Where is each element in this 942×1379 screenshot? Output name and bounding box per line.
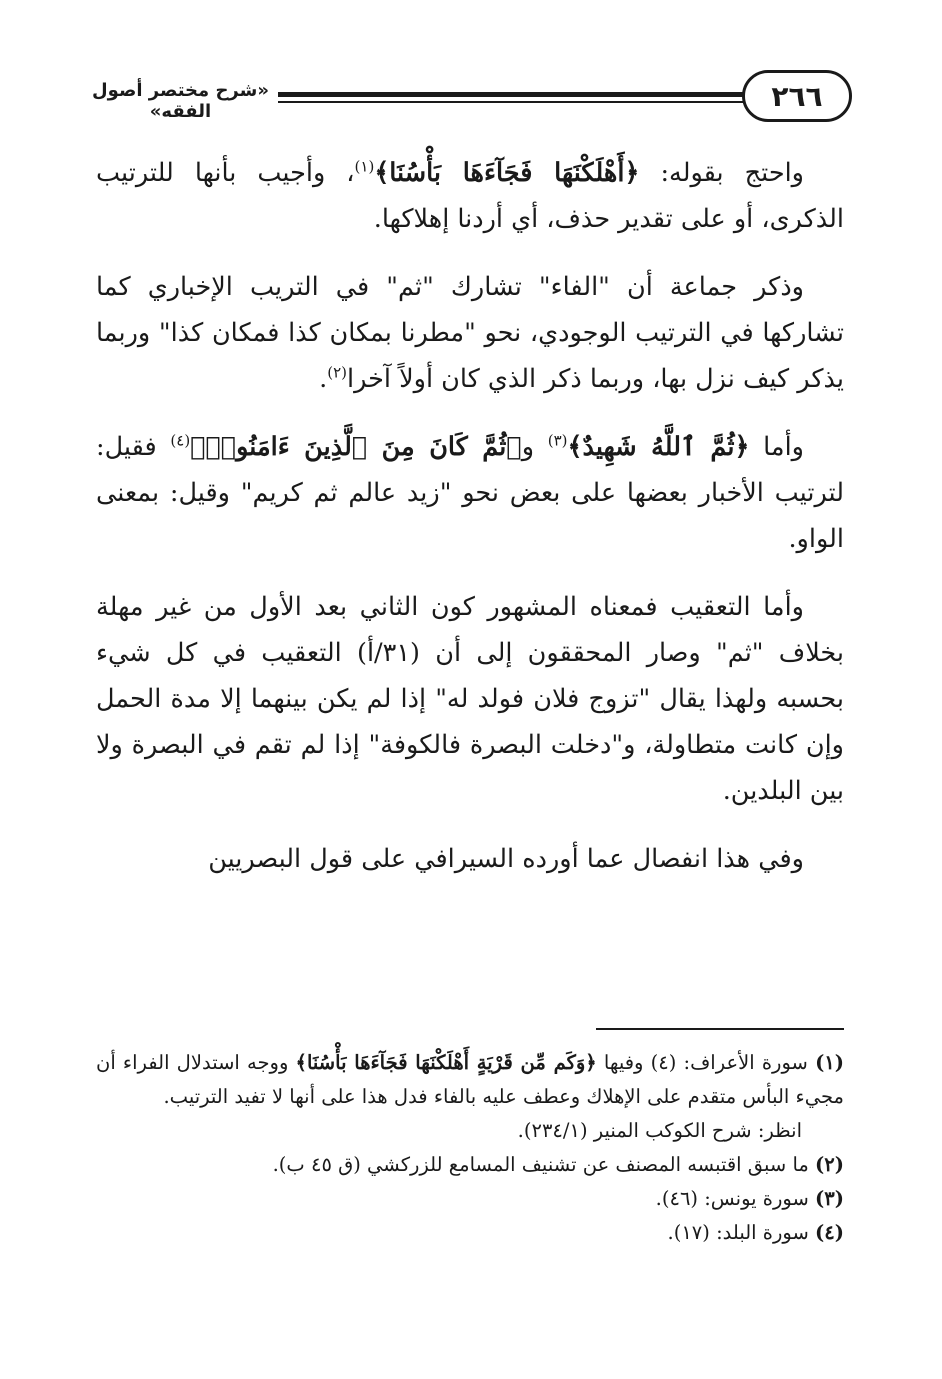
page-number: ٢٦٦ (742, 70, 852, 122)
p2-text-b: . (319, 364, 328, 394)
main-text (96, 150, 844, 904)
footnote-ref: (١) (354, 157, 375, 176)
footnote-number: (٤) (815, 1221, 844, 1244)
paragraph-4: وأما التعقيب فمعناه المشهور كون الثاني بعد الأول من غير مهلة بخلاف "ثم" وصار المحققون إلى أن (٣١/أ) التعقيب في كل شيء بحسبه ولهذا يقال "تزوج فلان فولد له" إذا لم يكن بينهما إلا مدة الحمل وإن كانت متطاولة، و"دخلت البصرة فالكوفة" إذا لم تقم في البصرة ولا بين البلدين. (96, 592, 844, 806)
paragraph-5: وفي هذا انفصال عما أورده السيرافي على قول البصريين (208, 844, 804, 874)
footnote-number: (٢) (815, 1153, 844, 1176)
quran-quote: ﴿ثُمَّ كَانَ مِنَ ٱلَّذِينَ ءَامَنُوا۟﴾ (190, 432, 522, 462)
footnote-separator (596, 1028, 844, 1030)
footnote-ref: (٣) (547, 431, 568, 450)
p3-text-a: وأما (749, 432, 804, 462)
p3-text-b: فقيل: لترتيب الأخبار بعضها على بعض نحو "زيد عالم ثم كريم" وقيل: بمعنى الواو. (96, 432, 844, 554)
quran-quote: ﴿أَهْلَكْنَهَا فَجَآءَهَا بَأْسُنَا﴾ (374, 158, 640, 188)
footnote-ref: (٤) (170, 431, 191, 450)
footnote-4 (96, 1216, 844, 1250)
header-rule-thick (278, 92, 752, 97)
quran-quote: ﴿ثُمَّ ٱللَّهُ شَهِيدٌ﴾ (567, 432, 750, 462)
footnote-1-reference: انظر: شرح الكوكب المنير (٢٣٤/١). (517, 1119, 802, 1142)
fn4-text: سورة البلد: (١٧). (667, 1221, 809, 1244)
page-header (88, 70, 852, 126)
p2-text-a: وذكر جماعة أن "الفاء" تشارك "ثم" في التريب الإخباري كما تشاركها في الترتيب الوجودي، نحو "مطرنا بمكان كذا فمكان كذا" وربما يذكر كيف نزل بها، وربما ذكر الذي كان أولاً آخرا (96, 272, 844, 394)
p1-text-a: واحتج بقوله: (639, 158, 804, 188)
header-rule-thin (278, 101, 752, 103)
p3-text-mid: و (521, 432, 548, 462)
footnote-ref: (٢) (327, 363, 347, 382)
paragraph-3 (96, 424, 844, 562)
footnotes (96, 1046, 844, 1250)
fn1-text-a: سورة الأعراف: (٤) وفيها (596, 1051, 808, 1074)
footnote-number: (٣) (815, 1187, 844, 1210)
fn2-text: ما سبق اقتبسه المصنف عن تشنيف المسامع للزركشي (ق ٤٥ ب). (272, 1153, 809, 1176)
footnote-1 (96, 1046, 844, 1114)
p1-text-b: ، وأجيب بأنها للترتيب الذكرى، أو على تقدير حذف، أي أردنا إهلاكها. (96, 158, 844, 234)
book-title: «شرح مختصر أصول الفقه» (92, 80, 269, 122)
quran-quote: ﴿وَكَم مِّن قَرْيَةٍ أَهْلَكْنَهَا فَجَآءَهَا بَأْسُنَا﴾ (295, 1051, 597, 1074)
fn1-text-b: ووجه استدلال الفراء أن مجيء البأس متقدم على الإهلاك وعطف عليه بالفاء فدل هذا على أنها لا تفيد الترتيب. (96, 1051, 844, 1108)
footnote-3 (96, 1182, 844, 1216)
paragraph-1 (96, 150, 844, 242)
fn3-text: سورة يونس: (٤٦). (655, 1187, 809, 1210)
footnote-number: (١) (815, 1051, 845, 1074)
footnote-2 (96, 1148, 844, 1182)
paragraph-2 (96, 264, 844, 402)
